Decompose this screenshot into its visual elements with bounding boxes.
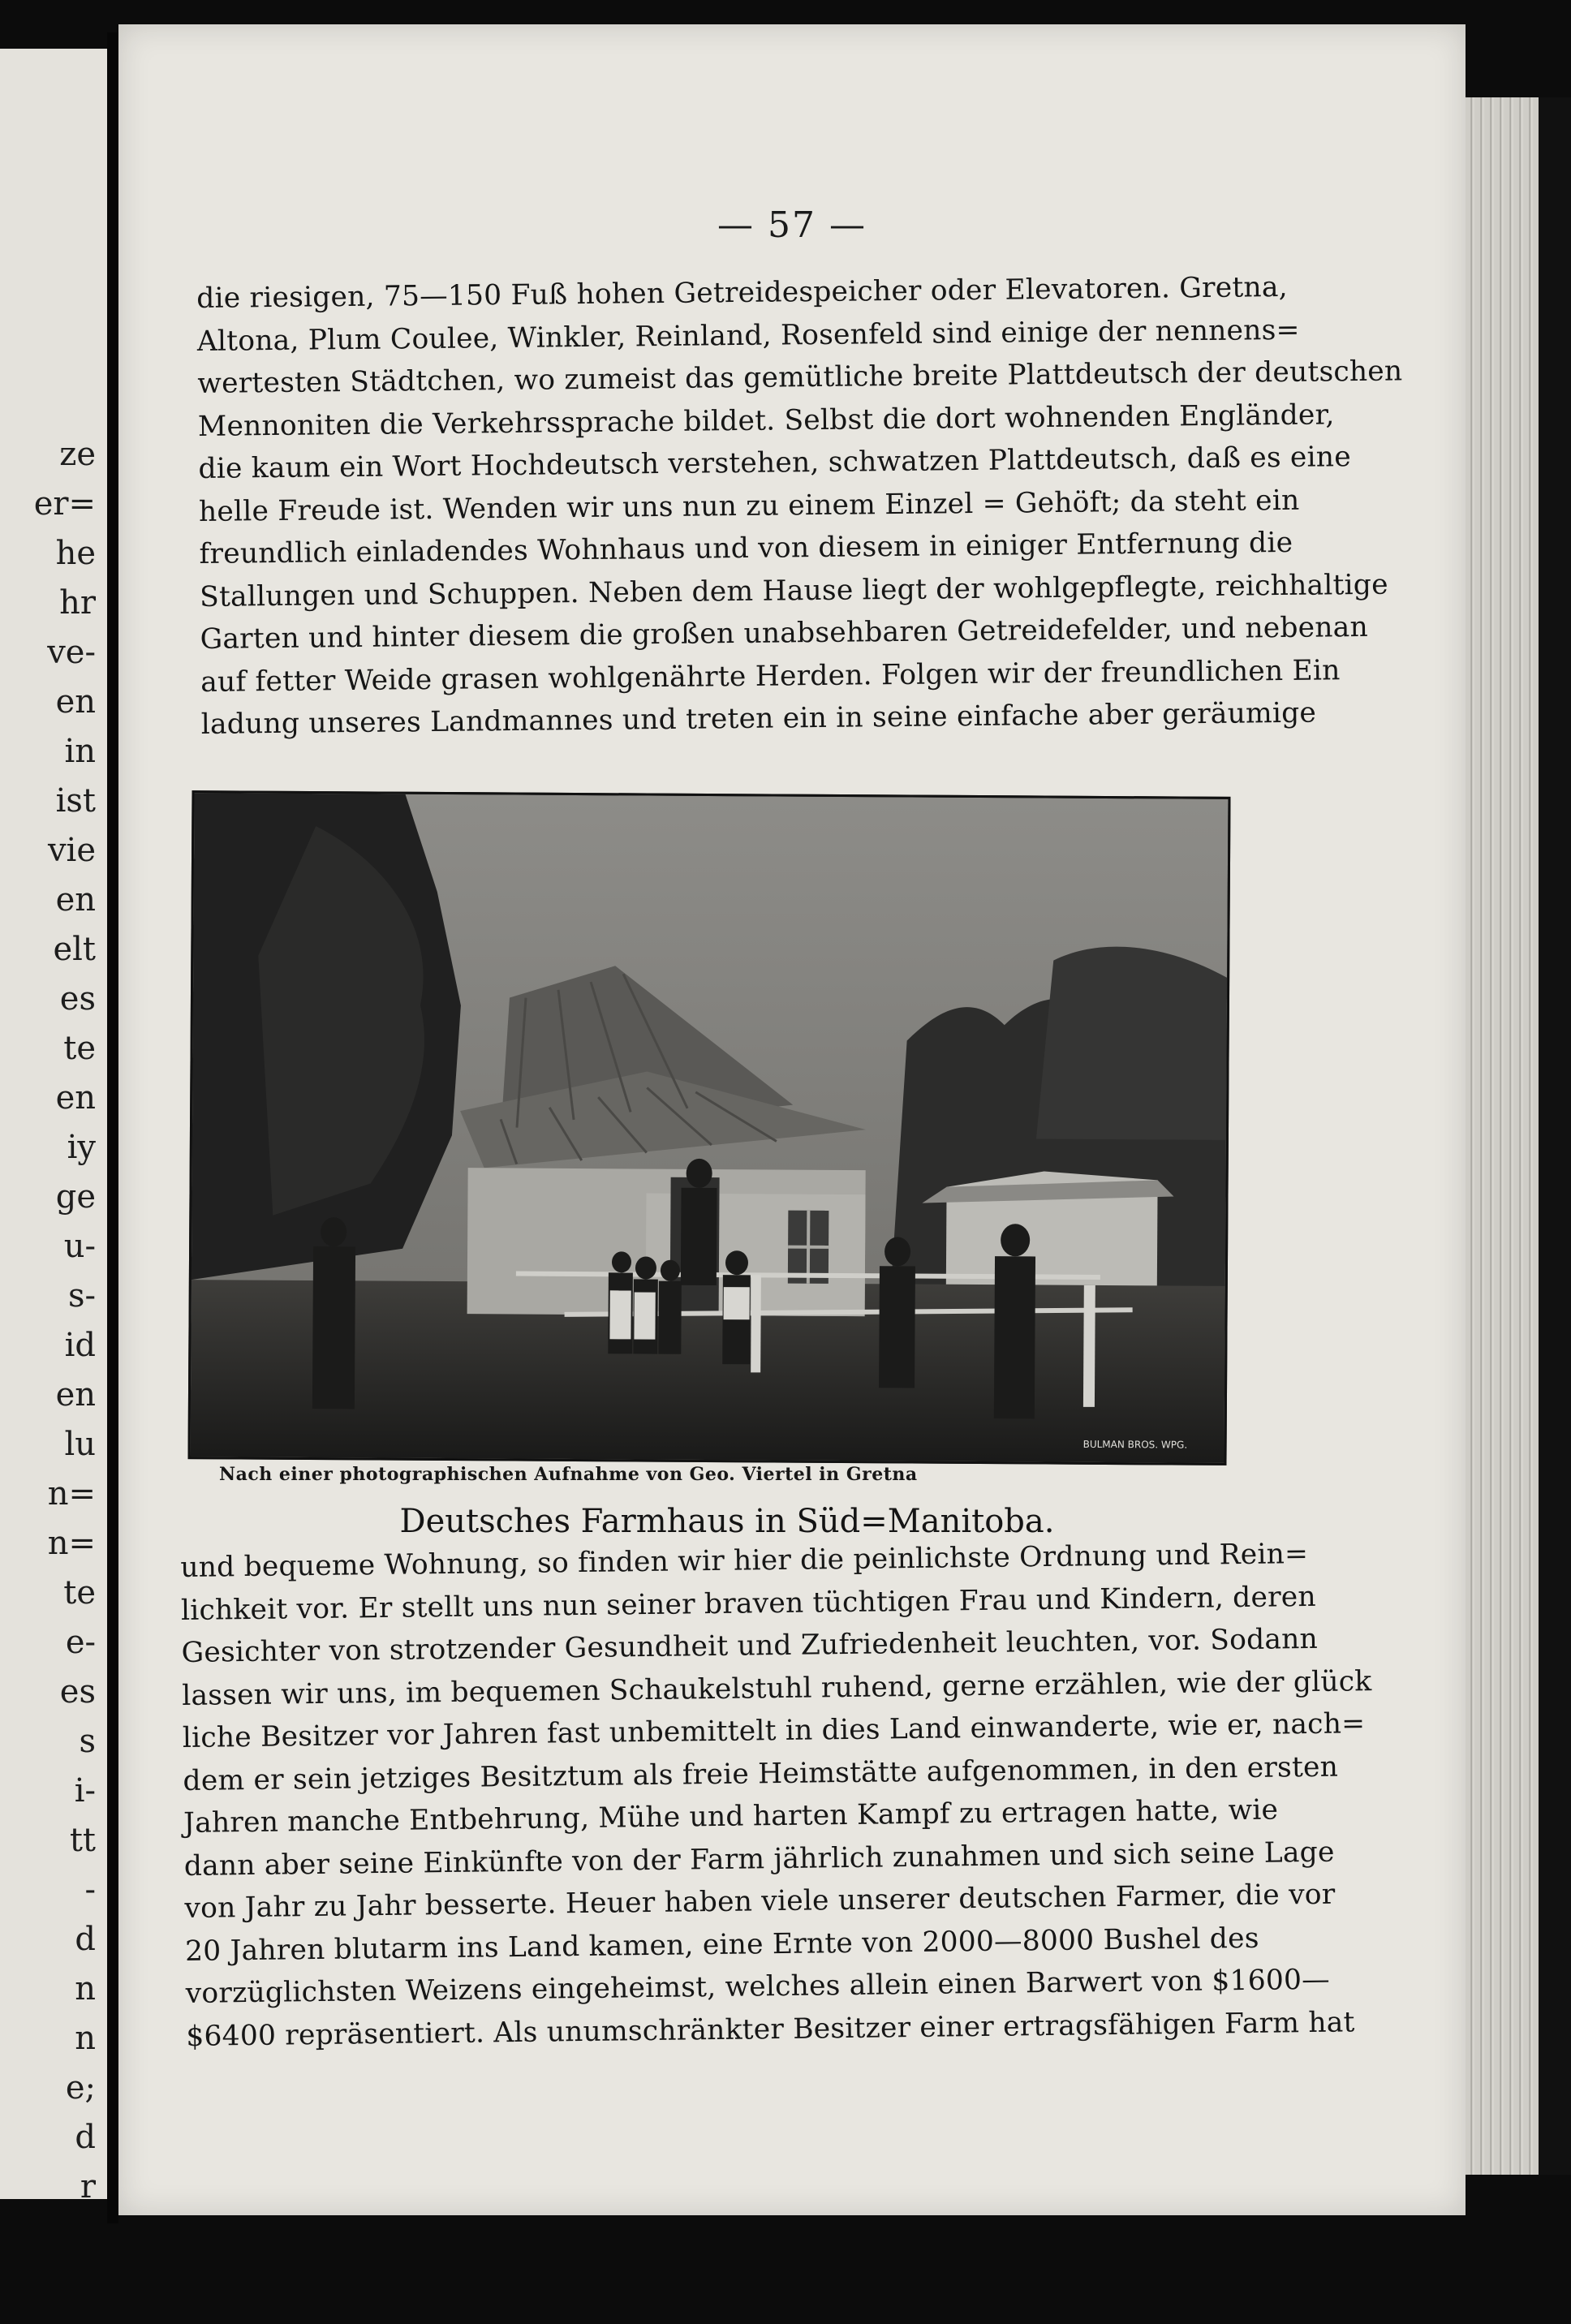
text-line: Gesichter von strotzender Gesundheit und Zufriedenheit leuchten, vor. Sodann — [181, 1622, 1319, 1669]
left-page-text-fragment: te — [63, 1574, 96, 1612]
svg-text:BULMAN BROS. WPG.: BULMAN BROS. WPG. — [1082, 1438, 1188, 1451]
left-page-text-fragment: en — [55, 1376, 96, 1414]
left-page-text-fragment: ge — [55, 1178, 96, 1216]
farmhouse-photo — [187, 790, 1230, 1465]
left-page-text-fragment: er= — [33, 485, 96, 523]
text-line: wertesten Städtchen, wo zumeist das gemütliche breite Plattdeutsch der deutschen — [197, 355, 1403, 400]
text-line: die kaum ein Wort Hochdeutsch verstehen, schwatzen Plattdeutsch, daß es eine — [198, 441, 1352, 485]
text-line: Altona, Plum Coulee, Winkler, Reinland, Rosenfeld sind einige der nennens= — [196, 313, 1300, 358]
photo-credit: Nach einer photographischen Aufnahme von Geo. Viertel in Gretna — [219, 1464, 918, 1485]
farmhouse-photo-graphic — [191, 793, 1229, 1463]
left-page-text-fragment: he — [55, 535, 96, 572]
left-page-text-fragment: ze — [59, 436, 96, 473]
left-page-text-fragment: te — [63, 1030, 96, 1067]
left-page-text-fragment: e- — [65, 1624, 96, 1661]
left-page-text-fragment: r — [80, 2168, 96, 2199]
left-page-text-fragment: n — [75, 2020, 96, 2057]
text-line: und bequeme Wohnung, so finden wir hier die peinlichste Ordnung und Rein= — [180, 1538, 1309, 1584]
text-line: von Jahr zu Jahr besserte. Heuer haben viele unserer deutschen Farmer, die vor — [184, 1878, 1336, 1925]
left-page-text-fragment: es — [59, 980, 96, 1018]
page-edge-shadow — [1539, 97, 1571, 2175]
left-page-text-fragment: vie — [47, 832, 96, 869]
left-page-text-fragment: ist — [55, 782, 96, 820]
left-page-text-fragment: lu — [64, 1426, 96, 1463]
paragraph-bottom — [180, 1534, 1372, 2058]
left-page-fragment — [0, 49, 107, 2199]
paragraph-top — [196, 266, 1403, 746]
book-gutter — [107, 32, 118, 2223]
text-line: freundlich einladendes Wohnhaus und von diesem in einiger Entfernung die — [199, 526, 1293, 570]
book-page — [118, 24, 1466, 2215]
text-line: helle Freude ist. Wenden wir uns nun zu einem Einzel = Gehöft; da steht ein — [198, 484, 1300, 528]
left-page-text-fragment: i- — [74, 1772, 96, 1810]
left-page-text-fragment: ve- — [47, 634, 96, 671]
text-line: lichkeit vor. Er stellt uns nun seiner braven tüchtigen Frau und Kindern, deren — [180, 1580, 1317, 1627]
left-page-text-fragment: iy — [67, 1129, 96, 1166]
left-page-text-fragment: u- — [63, 1228, 96, 1265]
left-page-text-fragment: d — [75, 1921, 96, 1958]
left-page-text-fragment: en — [55, 1079, 96, 1117]
text-line: Garten und hinter diesem die großen unabsehbaren Getreidefelder, und nebenan — [200, 610, 1369, 656]
text-line: Stallungen und Schuppen. Neben dem Hause liegt der wohlgepflegte, reichhaltige — [199, 568, 1388, 613]
left-page-text-fragment: e; — [65, 2069, 96, 2107]
text-line: Jahren manche Entbehrung, Mühe und harten Kampf zu ertragen hatte, wie — [183, 1793, 1279, 1840]
text-line: dem er sein jetziges Besitztum als freie Heimstätte aufgenommen, in den ersten — [183, 1750, 1339, 1797]
left-page-text-fragment: es — [59, 1673, 96, 1711]
text-line: ladung unseres Landmannes und treten ein in seine einfache aber geräumige — [200, 696, 1317, 741]
left-page-text-fragment: s- — [67, 1277, 96, 1315]
left-page-text-fragment: s — [79, 1723, 96, 1760]
left-page-text-fragment: tt — [69, 1822, 96, 1859]
text-line: vorzüglichsten Weizens eingeheimst, welches allein einen Barwert von $1600— — [185, 1963, 1331, 2010]
text-line: die riesigen, 75—150 Fuß hohen Getreidespeicher oder Elevatoren. Gretna, — [196, 270, 1289, 315]
text-line: dann aber seine Einkünfte von der Farm jährlich zunahmen und sich seine Lage — [183, 1836, 1335, 1883]
text-line: auf fetter Weide grasen wohlgenährte Herden. Folgen wir der freundlichen Ein — [200, 653, 1341, 699]
left-page-text-fragment: - — [84, 1871, 96, 1909]
left-page-text-fragment: n= — [47, 1475, 96, 1513]
left-page-text-fragment: in — [64, 733, 96, 770]
left-page-text-fragment: hr — [59, 584, 96, 622]
text-line: Mennoniten die Verkehrssprache bildet. Selbst die dort wohnenden Engländer, — [197, 398, 1335, 443]
left-page-text-fragment: id — [64, 1327, 96, 1364]
text-line: $6400 repräsentiert. Als unumschränkter Besitzer einer ertragsfähigen Farm hat — [186, 2005, 1355, 2053]
photo-caption: Deutsches Farmhaus in Süd=Manitoba. — [399, 1503, 1055, 1540]
left-page-text-fragment: n — [75, 1970, 96, 2008]
page-edges — [1466, 97, 1539, 2175]
left-page-text-fragment: n= — [47, 1525, 96, 1562]
left-page-text-fragment: elt — [53, 931, 96, 968]
page-number: — 57 — — [717, 204, 867, 246]
left-page-text-fragment: en — [55, 683, 96, 721]
left-page-text-fragment: d — [75, 2119, 96, 2156]
left-page-text-fragment: en — [55, 881, 96, 919]
text-line: liche Besitzer vor Jahren fast unbemittelt in dies Land einwanderte, wie er, nach= — [182, 1707, 1366, 1754]
text-line: lassen wir uns, im bequemen Schaukelstuhl ruhend, gerne erzählen, wie der glück — [181, 1664, 1372, 1712]
text-line: 20 Jahren blutarm ins Land kamen, eine Ernte von 2000—8000 Bushel des — [184, 1922, 1259, 1968]
